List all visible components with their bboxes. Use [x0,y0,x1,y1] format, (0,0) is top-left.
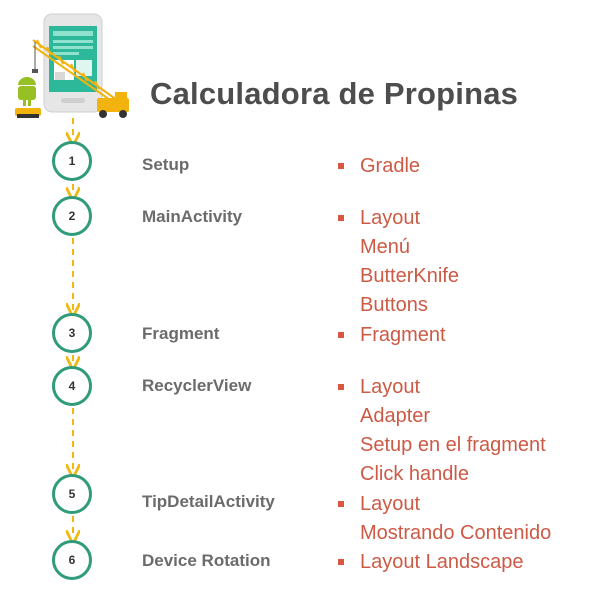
item-text: ButterKnife [360,265,459,287]
item-text: Layout [360,493,421,515]
step-number-circle: 1 [52,141,92,181]
step-number-circle: 3 [52,313,92,353]
item-text: Layout Landscape [360,551,524,573]
item-text: Setup en el fragment [360,434,546,456]
item-text: Layout [360,207,421,229]
step-number-circle: 5 [52,474,92,514]
step-name: Device Rotation [142,551,271,570]
step-items [338,490,551,548]
page-title: Calculadora de Propinas [150,76,519,111]
step-items [338,548,523,577]
bullet-icon [338,384,344,390]
item-text: Menú [360,236,411,258]
list-item [338,204,459,233]
list-item [338,321,446,350]
bullet-icon [338,163,344,169]
item-text: Buttons [360,294,428,316]
bullet-icon [338,501,344,507]
step-number-circle: 4 [52,366,92,406]
step-number-circle: 6 [52,540,92,580]
list-item [338,519,551,548]
step-items [338,204,459,320]
list-item [338,490,551,519]
step-name: Setup [142,155,190,174]
step-name: RecyclerView [142,376,252,395]
bullet-icon [338,215,344,221]
list-item [338,460,546,489]
list-item [338,373,546,402]
list-item [338,431,546,460]
list-item [338,152,420,181]
step-items [338,321,446,350]
bullet-icon [338,332,344,338]
item-text: Fragment [360,324,446,346]
step-name: TipDetailActivity [142,492,275,511]
item-text: Click handle [360,463,469,485]
bullet-icon [338,559,344,565]
list-item [338,262,459,291]
list-item [338,233,459,262]
item-text: Adapter [360,405,431,427]
step-name: MainActivity [142,207,243,226]
step-number-circle: 2 [52,196,92,236]
item-text: Gradle [360,155,421,177]
list-item [338,548,523,577]
step-items [338,373,546,489]
list-item [338,402,546,431]
item-text: Mostrando Contenido [360,522,552,544]
item-text: Layout [360,376,421,398]
list-item [338,291,459,320]
step-name: Fragment [142,324,220,343]
step-items [338,152,420,181]
